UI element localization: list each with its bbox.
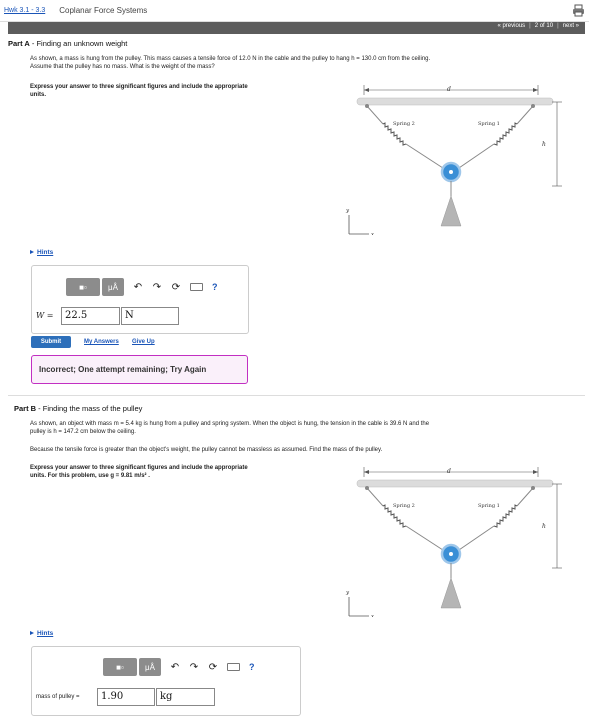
units-icon: μÅ bbox=[145, 662, 155, 672]
units-icon: μÅ bbox=[108, 282, 118, 292]
reset-icon[interactable]: ⟳ bbox=[171, 281, 181, 293]
h-label: h bbox=[542, 523, 546, 530]
y-axis-label: y bbox=[346, 208, 350, 214]
part-b-title: - Finding the mass of the pulley bbox=[36, 404, 143, 413]
give-up-link[interactable]: Give Up bbox=[132, 339, 155, 345]
top-bar bbox=[0, 0, 589, 22]
answer-value-input[interactable]: 22.5 bbox=[61, 307, 120, 325]
units-button[interactable] bbox=[139, 658, 161, 676]
d-label: d bbox=[447, 86, 451, 93]
section-divider bbox=[8, 395, 585, 396]
part-a-heading bbox=[8, 39, 127, 48]
h-label: h bbox=[542, 141, 546, 148]
part-b-instruction bbox=[30, 464, 350, 480]
redo-icon[interactable]: ↷ bbox=[189, 661, 199, 673]
pulley-spring-diagram bbox=[343, 464, 573, 617]
instruction-line: Express your answer to three significant figures and include the appropriate bbox=[30, 465, 248, 471]
part-b-problem-line: As shown, an object with mass m = 5.4 kg is hung from a pulley and spring system. When the object is hung, the tension in the cable is 39.6 N and the bbox=[30, 421, 430, 427]
redo-icon[interactable]: ↷ bbox=[152, 281, 162, 293]
part-b-label: Part B bbox=[14, 404, 37, 413]
feedback-message: Incorrect; One attempt remaining; Try Again bbox=[31, 355, 248, 384]
expand-triangle-icon bbox=[30, 631, 34, 635]
x-axis-label: x bbox=[371, 232, 375, 235]
next-link[interactable]: next » bbox=[562, 23, 579, 29]
answer-unit-input[interactable]: kg bbox=[156, 688, 215, 706]
undo-icon[interactable]: ↶ bbox=[133, 281, 143, 293]
answer-label: mass of pulley = bbox=[36, 694, 80, 700]
part-b-problem-line: pulley is h = 147.2 cm below the ceiling. bbox=[30, 429, 136, 435]
instruction-line: units. For this problem, use g = 9.81 m/s² . bbox=[30, 473, 150, 479]
part-a-instruction bbox=[30, 83, 330, 99]
math-toolbar bbox=[66, 278, 218, 296]
part-b-heading bbox=[14, 404, 142, 413]
reset-icon[interactable]: ⟳ bbox=[208, 661, 218, 673]
breadcrumb[interactable]: Hwk 3.1 - 3.3 bbox=[4, 7, 46, 14]
previous-link[interactable]: « previous bbox=[497, 23, 526, 29]
page-indicator: 2 of 10 bbox=[534, 23, 554, 29]
d-label: d bbox=[447, 468, 451, 475]
part-a-title: - Finding an unknown weight bbox=[29, 39, 128, 48]
answer-unit-input[interactable]: N bbox=[121, 307, 179, 325]
answer-label: W = bbox=[36, 311, 54, 320]
nav-separator: | bbox=[557, 23, 559, 29]
spring2-label: Spring 2 bbox=[393, 121, 415, 127]
answer-value-input[interactable]: 1.90 bbox=[97, 688, 155, 706]
mass-icon bbox=[441, 196, 461, 226]
hints-label: Hints bbox=[37, 630, 54, 637]
templates-button[interactable] bbox=[103, 658, 137, 676]
mass-icon bbox=[441, 578, 461, 608]
page-title: Coplanar Force Systems bbox=[59, 6, 148, 15]
units-button[interactable] bbox=[102, 278, 124, 296]
hints-label: Hints bbox=[37, 249, 54, 256]
part-a-label: Part A bbox=[8, 39, 30, 48]
keyboard-icon[interactable] bbox=[190, 283, 203, 291]
instruction-line: Express your answer to three significant figures and include the appropriate bbox=[30, 84, 248, 90]
part-a-problem-line: Assume that the pulley has no mass. What is the weight of the mass? bbox=[30, 64, 215, 70]
submit-button[interactable]: Submit bbox=[31, 336, 71, 348]
math-toolbar bbox=[103, 658, 255, 676]
spring2-label: Spring 2 bbox=[393, 503, 415, 509]
keyboard-icon[interactable] bbox=[227, 663, 240, 671]
print-icon[interactable] bbox=[572, 4, 585, 17]
my-answers-link[interactable]: My Answers bbox=[84, 339, 119, 345]
x-axis-label: x bbox=[371, 614, 375, 617]
undo-icon[interactable]: ↶ bbox=[170, 661, 180, 673]
expand-triangle-icon bbox=[30, 250, 34, 254]
help-icon[interactable]: ? bbox=[212, 282, 218, 292]
help-icon[interactable]: ? bbox=[249, 662, 255, 672]
templates-button[interactable] bbox=[66, 278, 100, 296]
navigation-bar bbox=[8, 22, 585, 34]
spring1-label: Spring 1 bbox=[478, 121, 500, 127]
pulley-spring-diagram bbox=[343, 82, 573, 235]
hints-link[interactable] bbox=[30, 630, 53, 637]
nav-separator: | bbox=[529, 23, 531, 29]
part-b-note: Because the tensile force is greater than the object's weight, the pulley cannot be massless as assumed. Find the mass of the pulley. bbox=[30, 447, 383, 453]
templates-icon: ■▫ bbox=[79, 282, 87, 292]
templates-icon: ■▫ bbox=[116, 662, 124, 672]
y-axis-label: y bbox=[346, 590, 350, 596]
spring1-label: Spring 1 bbox=[478, 503, 500, 509]
instruction-line: units. bbox=[30, 92, 46, 98]
part-b-problem bbox=[30, 420, 575, 436]
hints-link[interactable] bbox=[30, 249, 53, 256]
part-a-problem-line: As shown, a mass is hung from the pulley. This mass causes a tensile force of 12.0 N in the cable and the pulley to hang h = 130.0 cm from the ceiling. bbox=[30, 56, 431, 62]
part-a-problem bbox=[30, 55, 575, 71]
